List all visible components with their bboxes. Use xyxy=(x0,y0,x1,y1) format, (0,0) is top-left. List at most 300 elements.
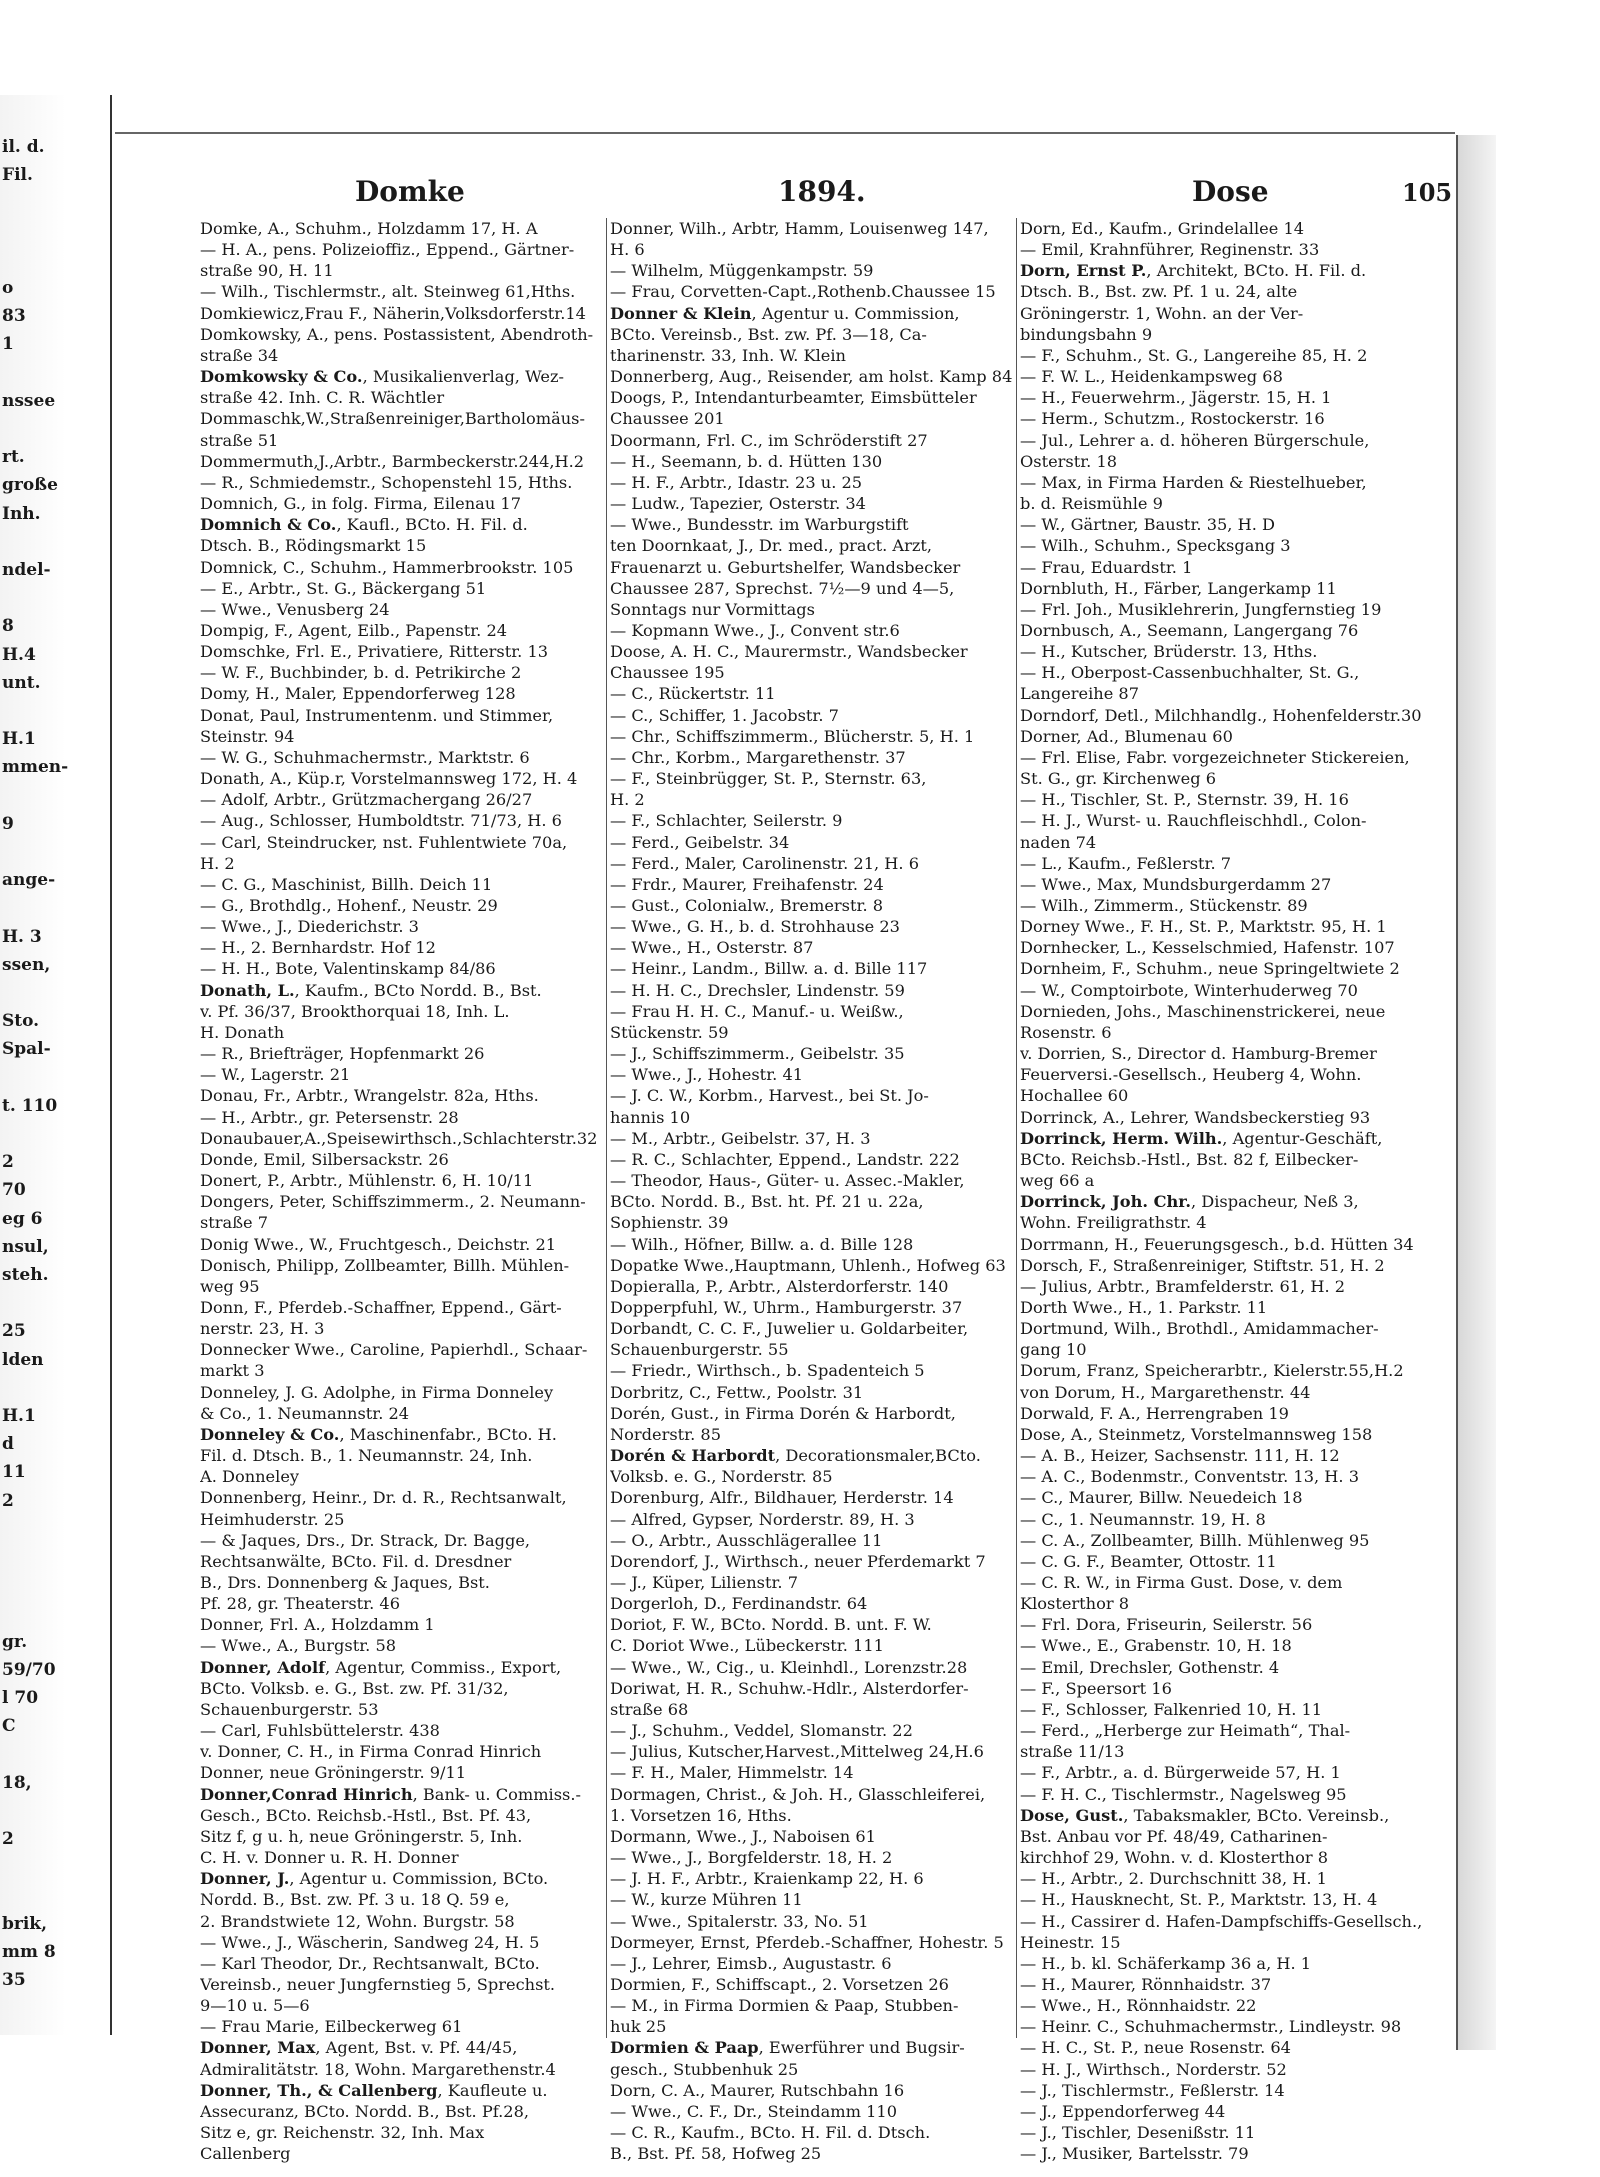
directory-line: Dorth Wwe., H., 1. Parkstr. 11 xyxy=(1020,1297,1268,1317)
directory-line: Dorenburg, Alfr., Bildhauer, Herderstr. 14 xyxy=(610,1488,954,1508)
directory-line: Dommaschk,W.,Straßenreiniger,Bartholomäus- xyxy=(200,409,585,429)
column-rule xyxy=(606,218,607,2038)
directory-line: — Frl. Elise, Fabr. vorgezeichneter Stickereien, xyxy=(1020,747,1410,767)
margin-fragment: o xyxy=(2,278,14,298)
directory-line: Wohn. Freiligrathstr. 4 xyxy=(1020,1213,1207,1233)
header-right-keyword: Dose xyxy=(1192,175,1269,208)
margin-fragment: 59/70 xyxy=(2,1659,56,1680)
directory-line: straße 11/13 xyxy=(1020,1742,1125,1762)
directory-line: — Adolf, Arbtr., Grützmachergang 26/27 xyxy=(200,790,533,810)
directory-line: — Wwe., W., Cig., u. Kleinhdl., Lorenzstr.28 xyxy=(610,1657,968,1677)
directory-line: Dose, Gust., Tabaksmakler, BCto. Vereinsb., xyxy=(1020,1805,1390,1825)
page-edge xyxy=(1456,135,1496,2050)
directory-line: Dormien, F., Schiffscapt., 2. Vorsetzen 26 xyxy=(610,1974,949,1994)
margin-fragment: d xyxy=(2,1434,14,1455)
directory-line: — H., Maurer, Rönnhaidstr. 37 xyxy=(1020,1974,1272,1994)
directory-line: — C. R. W., in Firma Gust. Dose, v. dem xyxy=(1020,1573,1343,1592)
directory-line: — Karl Theodor, Dr., Rechtsanwalt, BCto. xyxy=(200,1953,540,1973)
directory-line: Dorrmann, H., Feuerungsgesch., b.d. Hütten 34 xyxy=(1020,1234,1414,1254)
directory-line: — Wilh., Tischlermstr., alt. Steinweg 61,Hths. xyxy=(200,282,576,302)
header-left-keyword: Domke xyxy=(355,175,465,208)
directory-line: — Wwe., H., Osterstr. 87 xyxy=(610,938,814,958)
directory-line: — C., 1. Neumannstr. 19, H. 8 xyxy=(1020,1509,1266,1529)
directory-line: — J. C. W., Korbm., Harvest., bei St. Jo- xyxy=(610,1086,929,1106)
directory-line: St. G., gr. Kirchenweg 6 xyxy=(1020,769,1217,789)
directory-line: A. Donneley xyxy=(200,1467,300,1487)
directory-line: — W. G., Schuhmachermstr., Marktstr. 6 xyxy=(200,747,530,767)
directory-line: — F., Schlosser, Falkenried 10, H. 11 xyxy=(1020,1699,1323,1719)
directory-line: — W., Lagerstr. 21 xyxy=(200,1065,351,1085)
directory-line: Norderstr. 85 xyxy=(610,1424,721,1444)
margin-fragment: Spal- xyxy=(2,1039,51,1060)
directory-line: — H., Arbtr., 2. Durchschnitt 38, H. 1 xyxy=(1020,1869,1327,1889)
directory-line: Dornheim, F., Schuhm., neue Springeltwiete 2 xyxy=(1020,959,1400,979)
directory-line: straße 68 xyxy=(610,1699,689,1719)
directory-line: — Wwe., J., Borgfelderstr. 18, H. 2 xyxy=(610,1848,893,1868)
directory-line: weg 66 a xyxy=(1020,1171,1095,1191)
directory-line: — Carl, Steindrucker, nst. Fuhlentwiete 70a, xyxy=(200,832,568,852)
directory-line: Dorn, Ernst P., Architekt, BCto. H. Fil. d. xyxy=(1020,261,1367,281)
directory-line: — Ferd., Maler, Carolinenstr. 21, H. 6 xyxy=(610,853,919,873)
margin-fragment: H.1 xyxy=(2,729,36,750)
directory-line: — F., Arbtr., a. d. Bürgerweide 57, H. 1 xyxy=(1020,1763,1341,1783)
directory-line: — H. H. C., Drechsler, Lindenstr. 59 xyxy=(610,980,905,1000)
directory-line: — Frau Marie, Eilbeckerweg 61 xyxy=(200,2017,463,2037)
directory-line: Admiralitätstr. 18, Wohn. Margarethenstr.4 xyxy=(200,2059,556,2079)
directory-line: — W., Comptoirbote, Winterhuderweg 70 xyxy=(1020,980,1358,1000)
directory-line: — Wwe., Spitalerstr. 33, No. 51 xyxy=(610,1911,869,1931)
directory-line: Donner, Wilh., Arbtr, Hamm, Louisenweg 147, xyxy=(610,219,989,238)
directory-line: — H. A., pens. Polizeioffiz., Eppend., Gärtner- xyxy=(200,240,575,260)
directory-line: Dompig, F., Agent, Eilb., Papenstr. 24 xyxy=(200,620,508,640)
directory-line: — H. C., St. P., neue Rosenstr. 64 xyxy=(1020,2038,1291,2058)
directory-line: Donner, neue Gröningerstr. 9/11 xyxy=(200,1763,467,1783)
directory-line: Sitz e, gr. Reichenstr. 32, Inh. Max xyxy=(200,2123,485,2143)
directory-line: — Emil, Drechsler, Gothenstr. 4 xyxy=(1020,1657,1280,1677)
directory-line: H. Donath xyxy=(200,1022,285,1042)
directory-line: — Ferd., Geibelstr. 34 xyxy=(610,832,790,852)
directory-line: & Co., 1. Neumannstr. 24 xyxy=(200,1403,410,1423)
directory-line: — J., Tischler, Desenißstr. 11 xyxy=(1020,2123,1256,2143)
directory-line: — H. F., Arbtr., Idastr. 23 u. 25 xyxy=(610,472,863,492)
directory-line: Gesch., BCto. Reichsb.-Hstl., Bst. Pf. 43, xyxy=(200,1805,532,1825)
entries-column-2 xyxy=(610,218,1018,2164)
entries-column-1 xyxy=(200,218,605,2164)
margin-fragment: mm 8 xyxy=(2,1941,56,1962)
directory-line: — J., Schiffszimmerm., Geibelstr. 35 xyxy=(610,1044,905,1064)
directory-line: Frauenarzt u. Geburtshelfer, Wandsbecker xyxy=(610,557,961,577)
directory-line: Dongers, Peter, Schiffszimmerm., 2. Neumann- xyxy=(200,1192,586,1212)
directory-line: Sonntags nur Vormittags xyxy=(610,599,815,619)
directory-line: straße 34 xyxy=(200,345,279,365)
directory-line: gesch., Stubbenhuk 25 xyxy=(610,2059,799,2079)
directory-line: Donert, P., Arbtr., Mühlenstr. 6, H. 10/11 xyxy=(200,1171,534,1191)
directory-line: — C., Rückertstr. 11 xyxy=(610,684,776,704)
directory-line: — H. J., Wurst- u. Rauchfleischhdl., Colon- xyxy=(1020,811,1367,831)
directory-line: straße 42. Inh. C. R. Wächtler xyxy=(200,388,445,408)
directory-line: — J., Eppendorferweg 44 xyxy=(1020,2101,1226,2121)
directory-line: — H., Seemann, b. d. Hütten 130 xyxy=(610,451,883,471)
directory-line: Domnich, G., in folg. Firma, Eilenau 17 xyxy=(200,494,521,514)
directory-line: — Frl. Joh., Musiklehrerin, Jungfernstieg 19 xyxy=(1020,599,1382,619)
directory-line: — Wwe., Venusberg 24 xyxy=(200,599,390,619)
directory-line: — W. F., Buchbinder, b. d. Petrikirche 2 xyxy=(200,663,522,683)
directory-line: v. Pf. 36/37, Brookthorquai 18, Inh. L. xyxy=(200,1001,510,1021)
directory-line: Donnerberg, Aug., Reisender, am holst. Kamp 84 xyxy=(610,367,1013,387)
directory-line: Domkowsky, A., pens. Postassistent, Abendroth- xyxy=(200,324,594,344)
directory-line: — H., Oberpost-Cassenbuchhalter, St. G., xyxy=(1020,663,1360,683)
directory-line: Rosenstr. 6 xyxy=(1020,1022,1112,1042)
directory-line: — J., Schuhm., Veddel, Slomanstr. 22 xyxy=(610,1721,913,1741)
directory-line: — J. H. F., Arbtr., Kraienkamp 22, H. 6 xyxy=(610,1869,924,1889)
margin-fragment: 18, xyxy=(2,1772,32,1793)
directory-line: — F., Steinbrügger, St. P., Sternstr. 63, xyxy=(610,769,927,789)
directory-line: — Wwe., E., Grabenstr. 10, H. 18 xyxy=(1020,1636,1292,1656)
directory-line: Donner, J., Agentur u. Commission, BCto. xyxy=(200,1869,549,1889)
directory-line: — Wwe., G. H., b. d. Strohhause 23 xyxy=(610,917,900,937)
margin-fragment: 1 xyxy=(2,334,14,355)
directory-line: Doriwat, H. R., Schuhw.-Hdlr., Alsterdorfer- xyxy=(610,1678,969,1698)
directory-line: — J., Musiker, Bartelsstr. 79 xyxy=(1020,2144,1249,2164)
directory-line: Dorwald, F. A., Herrengraben 19 xyxy=(1020,1403,1289,1423)
directory-line: BCto. Vereinsb., Bst. zw. Pf. 3—18, Ca- xyxy=(610,324,927,344)
directory-line: — Emil, Krahnführer, Reginenstr. 33 xyxy=(1020,240,1320,260)
directory-line: — Aug., Schlosser, Humboldtstr. 71/73, H. 6 xyxy=(200,811,562,831)
directory-line: von Dorum, H., Margarethenstr. 44 xyxy=(1020,1382,1311,1402)
directory-line: — C. G., Maschinist, Billh. Deich 11 xyxy=(200,874,493,894)
entries-column-3 xyxy=(1020,218,1452,2164)
directory-line: — H., Cassirer d. Hafen-Dampfschiffs-Gesellsch., xyxy=(1020,1911,1423,1931)
directory-line: — L., Kaufm., Feßlerstr. 7 xyxy=(1020,853,1232,873)
margin-fragment: gr. xyxy=(2,1631,28,1652)
directory-line: Dopieralla, P., Arbtr., Alsterdorferstr. 140 xyxy=(610,1276,949,1296)
directory-line: Domke, A., Schuhm., Holzdamm 17, H. A xyxy=(200,219,538,238)
directory-line: Schauenburgerstr. 55 xyxy=(610,1340,789,1360)
directory-line: Dorbandt, C. C. F., Juwelier u. Goldarbeiter, xyxy=(610,1319,969,1339)
margin-fragment: 11 xyxy=(2,1462,26,1483)
directory-line: — Herm., Schutzm., Rostockerstr. 16 xyxy=(1020,409,1325,429)
directory-line: — H., Tischler, St. P., Sternstr. 39, H. 16 xyxy=(1020,790,1349,810)
directory-line: Donneley & Co., Maschinenfabr., BCto. H. xyxy=(200,1424,557,1444)
directory-line: Chaussee 201 xyxy=(610,409,725,429)
directory-line: Heimhuderstr. 25 xyxy=(200,1509,345,1529)
directory-line: — F., Schlachter, Seilerstr. 9 xyxy=(610,811,843,831)
directory-line: Dorney Wwe., F. H., St. P., Marktstr. 95, H. 1 xyxy=(1020,917,1387,937)
directory-line: H. 6 xyxy=(610,240,645,260)
directory-line: — Wwe., C. F., Dr., Steindamm 110 xyxy=(610,2101,897,2121)
header-year: 1894. xyxy=(778,175,866,208)
directory-line: Rechtsanwälte, BCto. Fil. d. Dresdner xyxy=(200,1551,512,1571)
directory-line: C. H. v. Donner u. R. H. Donner xyxy=(200,1848,459,1868)
directory-line: — Max, in Firma Harden & Riestelhueber, xyxy=(1020,472,1367,492)
margin-fragment: brik, xyxy=(2,1913,47,1934)
directory-line: Osterstr. 18 xyxy=(1020,451,1118,471)
directory-line: Dtsch. B., Rödingsmarkt 15 xyxy=(200,536,427,556)
directory-line: — Julius, Arbtr., Bramfelderstr. 61, H. 2 xyxy=(1020,1276,1346,1296)
margin-fragment: eg 6 xyxy=(2,1208,43,1229)
directory-line: gang 10 xyxy=(1020,1340,1087,1360)
directory-line: v. Dorrien, S., Director d. Hamburg-Bremer xyxy=(1020,1044,1377,1064)
directory-line: — C. R., Kaufm., BCto. H. Fil. d. Dtsch. xyxy=(610,2123,931,2143)
directory-line: Dommermuth,J.,Arbtr., Barmbeckerstr.244,H.2 xyxy=(200,451,585,471)
margin-fragment: steh. xyxy=(2,1265,49,1285)
margin-fragment: 25 xyxy=(2,1321,26,1342)
margin-fragment: mmen- xyxy=(2,757,69,778)
directory-line: Donde, Emil, Silbersackstr. 26 xyxy=(200,1149,449,1169)
page-number: 105 xyxy=(1402,178,1453,207)
directory-line: — Gust., Colonialw., Bremerstr. 8 xyxy=(610,896,884,915)
directory-line: — R., Briefträger, Hopfenmarkt 26 xyxy=(200,1044,485,1064)
directory-line: Domkiewicz,Frau F., Näherin,Volksdorferstr.14 xyxy=(200,303,586,323)
directory-line: 1. Vorsetzen 16, Hths. xyxy=(610,1805,792,1825)
directory-line: — M., in Firma Dormien & Paap, Stubben- xyxy=(610,1996,959,2016)
directory-line: Domnich & Co., Kaufl., BCto. H. Fil. d. xyxy=(200,515,528,535)
directory-line: Dormann, Wwe., J., Naboisen 61 xyxy=(610,1826,876,1846)
directory-line: — Frau, Corvetten-Capt.,Rothenb.Chaussee 15 xyxy=(610,282,996,302)
directory-line: Donath, L., Kaufm., BCto Nordd. B., Bst. xyxy=(200,980,542,1000)
directory-line: Gröningerstr. 1, Wohn. an der Ver- xyxy=(1020,303,1304,323)
directory-line: — F., Schuhm., St. G., Langereihe 85, H. 2 xyxy=(1020,345,1368,365)
directory-line: — A. C., Bodenmstr., Conventstr. 13, H. 3 xyxy=(1020,1467,1359,1487)
directory-line: Domschke, Frl. E., Privatiere, Ritterstr. 13 xyxy=(200,642,549,662)
directory-line: BCto. Volksb. e. G., Bst. zw. Pf. 31/32, xyxy=(200,1678,509,1698)
directory-line: — Ferd., „Herberge zur Heimath“, Thal- xyxy=(1020,1721,1351,1741)
directory-line: — H., Arbtr., gr. Petersenstr. 28 xyxy=(200,1107,459,1127)
directory-line: B., Drs. Donnenberg & Jaques, Bst. xyxy=(200,1573,490,1592)
margin-fragment: ssen, xyxy=(2,954,51,975)
directory-line: Dorrinck, A., Lehrer, Wandsbeckerstieg 93 xyxy=(1020,1107,1371,1127)
directory-line: Donner, Th., & Callenberg, Kaufleute u. xyxy=(200,2080,548,2100)
directory-line: straße 51 xyxy=(200,430,279,450)
directory-line: markt 3 xyxy=(200,1361,265,1381)
directory-line: weg 95 xyxy=(200,1276,260,1296)
directory-line: Donneley, J. G. Adolphe, in Firma Donneley xyxy=(200,1382,554,1402)
directory-line: Donaubauer,A.,Speisewirthsch.,Schlachterstr.32 xyxy=(200,1128,598,1148)
directory-line: H. 2 xyxy=(200,853,235,873)
directory-line: Dornieden, Johs., Maschinenstrickerei, neue xyxy=(1020,1001,1386,1021)
margin-fragment: H. 3 xyxy=(2,926,42,947)
directory-line: Domy, H., Maler, Eppendorferweg 128 xyxy=(200,684,516,704)
header-rule xyxy=(115,132,1455,134)
directory-line: — F., Speersort 16 xyxy=(1020,1678,1172,1698)
margin-fragment: 35 xyxy=(2,1970,26,1990)
margin-fragment: Fil. xyxy=(2,165,33,186)
directory-line: Dortmund, Wilh., Brothdl., Amidammacher- xyxy=(1020,1319,1379,1339)
directory-line: v. Donner, C. H., in Firma Conrad Hinrich xyxy=(200,1742,542,1762)
directory-line: — & Jaques, Drs., Dr. Strack, Dr. Bagge, xyxy=(200,1530,531,1550)
directory-line: Dorsch, F., Straßenreiniger, Stiftstr. 51, H. 2 xyxy=(1020,1255,1385,1275)
directory-line: — Wwe., J., Wäscherin, Sandweg 24, H. 5 xyxy=(200,1932,540,1952)
margin-fragment: große xyxy=(2,475,58,496)
directory-line: — Heinr., Landm., Billw. a. d. Bille 117 xyxy=(610,959,928,979)
margin-fragment: t. 110 xyxy=(2,1095,58,1116)
directory-line: Callenberg xyxy=(200,2144,291,2164)
directory-line: Dorrinck, Herm. Wilh., Agentur-Geschäft, xyxy=(1020,1128,1383,1148)
directory-line: — Wwe., A., Burgstr. 58 xyxy=(200,1636,397,1656)
margin-fragment: unt. xyxy=(2,672,41,693)
directory-line: B., Bst. Pf. 58, Hofweg 25 xyxy=(610,2144,822,2164)
directory-line: BCto. Nordd. B., Bst. ht. Pf. 21 u. 22a, xyxy=(610,1192,924,1212)
directory-line: Nordd. B., Bst. zw. Pf. 3 u. 18 Q. 59 e, xyxy=(200,1890,510,1910)
directory-line: — C. A., Zollbeamter, Billh. Mühlenweg 95 xyxy=(1020,1530,1370,1550)
margin-fragment: 83 xyxy=(2,306,26,327)
directory-line: C. Doriot Wwe., Lübeckerstr. 111 xyxy=(610,1636,884,1656)
directory-line: — Wilhelm, Müggenkampstr. 59 xyxy=(610,261,874,281)
directory-line: — H., Hausknecht, St. P., Marktstr. 13, H. 4 xyxy=(1020,1890,1378,1910)
directory-line: Dormeyer, Ernst, Pferdeb.-Schaffner, Hohestr. 5 xyxy=(610,1932,1004,1952)
margin-fragment: H.1 xyxy=(2,1406,36,1426)
margin-fragment: rt. xyxy=(2,447,25,468)
directory-line: naden 74 xyxy=(1020,832,1097,852)
directory-line: Dormien & Paap, Ewerführer und Bugsir- xyxy=(610,2038,965,2058)
directory-line: — E., Arbtr., St. G., Bäckergang 51 xyxy=(200,578,487,598)
directory-line: Donner & Klein, Agentur u. Commission, xyxy=(610,303,960,323)
directory-line: Dorn, C. A., Maurer, Rutschbahn 16 xyxy=(610,2080,905,2100)
margin-fragment: nsul, xyxy=(2,1236,49,1257)
directory-line: Chaussee 287, Sprechst. 7½—9 und 4—5, xyxy=(610,578,955,598)
directory-line: Langereihe 87 xyxy=(1020,684,1140,704)
margin-fragment: lden xyxy=(2,1349,44,1370)
directory-line: — Friedr., Wirthsch., b. Spadenteich 5 xyxy=(610,1361,925,1381)
directory-line: Donig Wwe., W., Fruchtgesch., Deichstr. 21 xyxy=(200,1234,557,1254)
directory-line: — Kopmann Wwe., J., Convent str.6 xyxy=(610,620,900,640)
margin-fragment: 70 xyxy=(2,1180,26,1201)
directory-line: Sophienstr. 39 xyxy=(610,1213,729,1233)
directory-line: Doose, A. H. C., Maurermstr., Wandsbecker xyxy=(610,642,968,662)
directory-line: — H. J., Wirthsch., Norderstr. 52 xyxy=(1020,2059,1287,2079)
margin-fragment: 9 xyxy=(2,813,14,834)
margin-fragment: ndel- xyxy=(2,560,51,580)
directory-line: 9—10 u. 5—6 xyxy=(200,1996,310,2016)
directory-line: Dorn, Ed., Kaufm., Grindelallee 14 xyxy=(1020,219,1305,238)
directory-line: Donnenberg, Heinr., Dr. d. R., Rechtsanwalt, xyxy=(200,1488,567,1508)
directory-line: Assecuranz, BCto. Nordd. B., Bst. Pf.28, xyxy=(200,2101,530,2121)
directory-line: Donner,Conrad Hinrich, Bank- u. Commiss.- xyxy=(200,1784,581,1804)
directory-line: — H. H., Bote, Valentinskamp 84/86 xyxy=(200,959,496,979)
directory-line: — F. H., Maler, Himmelstr. 14 xyxy=(610,1763,854,1783)
margin-fragment: Inh. xyxy=(2,503,41,524)
directory-line: — Alfred, Gypser, Norderstr. 89, H. 3 xyxy=(610,1509,915,1529)
directory-line: — H., b. kl. Schäferkamp 36 a, H. 1 xyxy=(1020,1953,1312,1973)
directory-line: H. 2 xyxy=(610,790,645,810)
directory-line: Klosterthor 8 xyxy=(1020,1594,1130,1614)
directory-line: Dorum, Franz, Speicherarbtr., Kielerstr.55,H.2 xyxy=(1020,1361,1404,1381)
directory-line: straße 90, H. 11 xyxy=(200,261,334,281)
directory-line: Doogs, P., Intendanturbeamter, Eimsbütteler xyxy=(610,388,977,408)
directory-line: Steinstr. 94 xyxy=(200,726,295,746)
directory-line: — J., Tischlermstr., Feßlerstr. 14 xyxy=(1020,2080,1285,2100)
directory-line: — C. G. F., Beamter, Ottostr. 11 xyxy=(1020,1551,1277,1571)
directory-line: Doormann, Frl. C., im Schröderstift 27 xyxy=(610,430,928,450)
directory-line: — J., Küper, Lilienstr. 7 xyxy=(610,1573,799,1592)
directory-line: Dtsch. B., Bst. zw. Pf. 1 u. 24, alte xyxy=(1020,282,1298,302)
directory-line: Dopperpfuhl, W., Uhrm., Hamburgerstr. 37 xyxy=(610,1297,963,1317)
directory-line: Dornbusch, A., Seemann, Langergang 76 xyxy=(1020,620,1359,640)
directory-line: Pf. 28, gr. Theaterstr. 46 xyxy=(200,1594,401,1614)
directory-line: — W., Gärtner, Baustr. 35, H. D xyxy=(1020,515,1275,535)
directory-line: bindungsbahn 9 xyxy=(1020,324,1153,344)
directory-line: — M., Arbtr., Geibelstr. 37, H. 3 xyxy=(610,1128,871,1148)
directory-line: Dorén & Harbordt, Decorationsmaler,BCto. xyxy=(610,1446,981,1466)
directory-line: Bst. Anbau vor Pf. 48/49, Catharinen- xyxy=(1020,1826,1328,1846)
directory-line: — Wwe., J., Hohestr. 41 xyxy=(610,1065,804,1085)
directory-line: Dose, A., Steinmetz, Vorstelmannsweg 158 xyxy=(1020,1424,1373,1444)
directory-line: — Frdr., Maurer, Freihafenstr. 24 xyxy=(610,874,884,894)
margin-fragment: l 70 xyxy=(2,1688,39,1708)
directory-line: straße 7 xyxy=(200,1213,269,1233)
directory-line: — F. W. L., Heidenkampsweg 68 xyxy=(1020,367,1283,387)
directory-line: Vereinsb., neuer Jungfernstieg 5, Sprechst. xyxy=(200,1974,556,1994)
directory-line: — H., 2. Bernhardstr. Hof 12 xyxy=(200,938,436,958)
directory-line: kirchhof 29, Wohn. v. d. Klosterthor 8 xyxy=(1020,1848,1329,1868)
directory-line: Volksb. e. G., Norderstr. 85 xyxy=(610,1467,833,1487)
directory-line: — Chr., Korbm., Margarethenstr. 37 xyxy=(610,747,906,767)
directory-line: Dorbritz, C., Fettw., Poolstr. 31 xyxy=(610,1382,864,1402)
directory-line: — Ludw., Tapezier, Osterstr. 34 xyxy=(610,494,866,514)
directory-line: — Frau, Eduardstr. 1 xyxy=(1020,557,1193,577)
directory-line: tharinenstr. 33, Inh. W. Klein xyxy=(610,345,846,365)
directory-line: — Wwe., Bundesstr. im Warburgstift xyxy=(610,515,909,535)
directory-line: Dornbluth, H., Färber, Langerkamp 11 xyxy=(1020,578,1337,598)
directory-line: Stückenstr. 59 xyxy=(610,1022,729,1042)
directory-line: — Jul., Lehrer a. d. höheren Bürgerschule, xyxy=(1020,430,1370,450)
directory-line: — C., Schiffer, 1. Jacobstr. 7 xyxy=(610,705,839,725)
directory-line: Schauenburgerstr. 53 xyxy=(200,1699,379,1719)
directory-line: — R. C., Schlachter, Eppend., Landstr. 222 xyxy=(610,1149,960,1169)
directory-line: BCto. Reichsb.-Hstl., Bst. 82 f, Eilbecker- xyxy=(1020,1149,1359,1169)
margin-fragment: 8 xyxy=(2,616,14,637)
directory-line: — Wwe., H., Rönnhaidstr. 22 xyxy=(1020,1996,1257,2016)
directory-line: — W., kurze Mühren 11 xyxy=(610,1890,803,1910)
directory-line: Hochallee 60 xyxy=(1020,1086,1129,1106)
directory-line: Dorén, Gust., in Firma Dorén & Harbordt, xyxy=(610,1403,956,1423)
directory-line: Donner, Frl. A., Holzdamm 1 xyxy=(200,1615,435,1635)
directory-line: Domkowsky & Co., Musikalienverlag, Wez- xyxy=(200,367,564,387)
margin-fragment: nssee xyxy=(2,390,56,411)
directory-line: — Wwe., Max, Mundsburgerdamm 27 xyxy=(1020,874,1332,894)
directory-line: ten Doornkaat, J., Dr. med., pract. Arzt, xyxy=(610,536,933,556)
margin-fragment: ange- xyxy=(2,870,56,891)
directory-line: Donner, Adolf, Agentur, Commiss., Export, xyxy=(200,1657,562,1677)
directory-line: — O., Arbtr., Ausschlägerallee 11 xyxy=(610,1530,883,1550)
margin-fragment: 2 xyxy=(2,1490,14,1511)
directory-line: Doriot, F. W., BCto. Nordd. B. unt. F. W. xyxy=(610,1615,932,1635)
directory-line: Donath, A., Küp.r, Vorstelmannsweg 172, H. 4 xyxy=(200,769,578,789)
directory-line: Donisch, Philipp, Zollbeamter, Billh. Mühlen- xyxy=(200,1255,570,1275)
directory-line: Donnecker Wwe., Caroline, Papierhdl., Schaar- xyxy=(200,1340,588,1360)
margin-fragment: Sto. xyxy=(2,1011,40,1032)
directory-line: Dorendorf, J., Wirthsch., neuer Pferdemarkt 7 xyxy=(610,1551,986,1571)
directory-line: — R., Schmiedemstr., Schopenstehl 15, Hths. xyxy=(200,472,573,492)
directory-line: — Heinr. C., Schuhmachermstr., Lindleystr. 98 xyxy=(1020,2017,1402,2037)
directory-line: 2. Brandstwiete 12, Wohn. Burgstr. 58 xyxy=(200,1911,515,1931)
directory-line: Dorgerloh, D., Ferdinandstr. 64 xyxy=(610,1594,868,1614)
directory-line: Donau, Fr., Arbtr., Wrangelstr. 82a, Hths. xyxy=(200,1086,539,1106)
directory-line: — G., Brothdlg., Hohenf., Neustr. 29 xyxy=(200,896,498,915)
directory-line: Heinestr. 15 xyxy=(1020,1932,1121,1952)
margin-fragment: 2 xyxy=(2,1829,14,1849)
directory-line: Dormagen, Christ., & Joh. H., Glasschleiferei, xyxy=(610,1784,986,1804)
directory-line: — Carl, Fuhlsbüttelerstr. 438 xyxy=(200,1721,440,1741)
directory-line: — Theodor, Haus-, Güter- u. Assec.-Makler, xyxy=(610,1171,965,1191)
directory-line: — Wilh., Schuhm., Specksgang 3 xyxy=(1020,536,1291,556)
directory-line: — J., Lehrer, Eimsb., Augustastr. 6 xyxy=(610,1953,892,1973)
directory-line: Chaussee 195 xyxy=(610,663,725,683)
directory-line: — Julius, Kutscher,Harvest.,Mittelweg 24,H.6 xyxy=(610,1742,984,1762)
directory-line: Donner, Max, Agent, Bst. v. Pf. 44/45, xyxy=(200,2038,518,2058)
previous-page-margin xyxy=(0,95,112,2035)
directory-line: — F. H. C., Tischlermstr., Nagelsweg 95 xyxy=(1020,1784,1347,1804)
